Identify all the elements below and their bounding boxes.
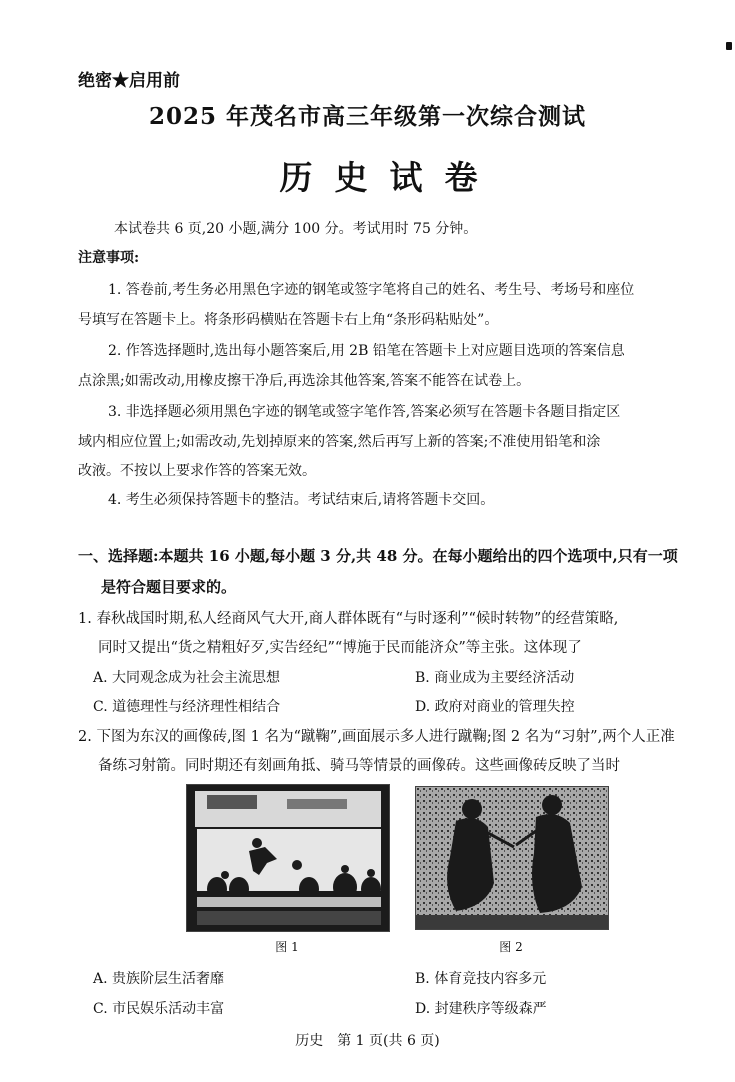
exam-info: 本试卷共 6 页,20 小题,满分 100 分。考试用时 75 分钟。 [114, 221, 478, 237]
notice-line: 点涂黑;如需改动,用橡皮擦干净后,再选涂其他答案,答案不能答在试卷上。 [78, 373, 531, 389]
figure-2-caption: 图 2 [499, 940, 523, 954]
figure-1-drawing [187, 785, 389, 931]
notice-line: 2. 作答选择题时,选出每小题答案后,用 2B 铅笔在答题卡上对应题目选项的答案信息 [108, 343, 625, 359]
q1-option-b[interactable]: B. 商业成为主要经济活动 [415, 670, 575, 686]
notice-line: 1. 答卷前,考生务必用黑色字迹的钢笔或签字笔将自己的姓名、考生号、考场号和座位 [108, 282, 635, 298]
q1-option-c[interactable]: C. 道德理性与经济理性相结合 [93, 699, 281, 715]
q2-option-c[interactable]: C. 市民娱乐活动丰富 [93, 1001, 225, 1017]
section-heading: 一、选择题:本题共 16 小题,每小题 3 分,共 48 分。在每小题给出的四个选项中,只有一项 [78, 547, 678, 565]
question-2-stem-cont: 备练习射箭。同时期还有刻画角抵、骑马等情景的画像砖。这些画像砖反映了当时 [98, 758, 620, 774]
q1-option-a[interactable]: A. 大同观念成为社会主流思想 [93, 670, 281, 686]
q2-option-b[interactable]: B. 体育竞技内容多元 [415, 971, 547, 987]
question-2-stem: 2. 下图为东汉的画像砖,图 1 名为“蹴鞠”,画面展示多人进行蹴鞠;图 2 名为“习射”,两个人正准 [78, 729, 675, 745]
notice-line: 3. 非选择题必须用黑色字迹的钢笔或签字笔作答,答案必须写在答题卡各题目指定区 [108, 404, 621, 420]
notice-line: 域内相应位置上;如需改动,先划掉原来的答案,然后再写上新的答案;不准使用铅笔和涂 [78, 434, 601, 450]
exam-title: 2025 年茂名市高三年级第一次综合测试 [148, 103, 587, 130]
q2-option-a[interactable]: A. 贵族阶层生活奢靡 [93, 971, 225, 987]
figure-2-drawing [416, 787, 608, 929]
page-footer: 历史 第 1 页(共 6 页) [295, 1033, 440, 1049]
question-1-stem: 1. 春秋战国时期,私人经商风气大开,商人群体既有“与时逐利”“候时转物”的经营策略, [78, 611, 619, 627]
notice-line: 4. 考生必须保持答题卡的整洁。考试结束后,请将答题卡交回。 [108, 492, 495, 508]
notice-heading: 注意事项: [78, 250, 140, 266]
section-heading-cont: 是符合题目要求的。 [101, 578, 237, 596]
question-1-stem-cont: 同时又提出“货之精粗好歹,实告经纪”“博施于民而能济众”等主张。这体现了 [98, 640, 582, 656]
q2-option-d[interactable]: D. 封建秩序等级森严 [415, 1001, 547, 1017]
subject-title: 历史试卷 [279, 158, 500, 197]
page-edge-mark [726, 42, 732, 50]
figure-1-caption: 图 1 [275, 940, 299, 954]
notice-line: 改液。不按以上要求作答的答案无效。 [78, 463, 316, 479]
figure-2-archery-relief [415, 786, 609, 930]
q1-option-d[interactable]: D. 政府对商业的管理失控 [415, 699, 575, 715]
confidential-label: 绝密★启用前 [78, 71, 180, 91]
notice-line: 号填写在答题卡上。将条形码横贴在答题卡右上角“条形码粘贴处”。 [78, 312, 499, 328]
figure-1-cuju-relief [186, 784, 390, 932]
